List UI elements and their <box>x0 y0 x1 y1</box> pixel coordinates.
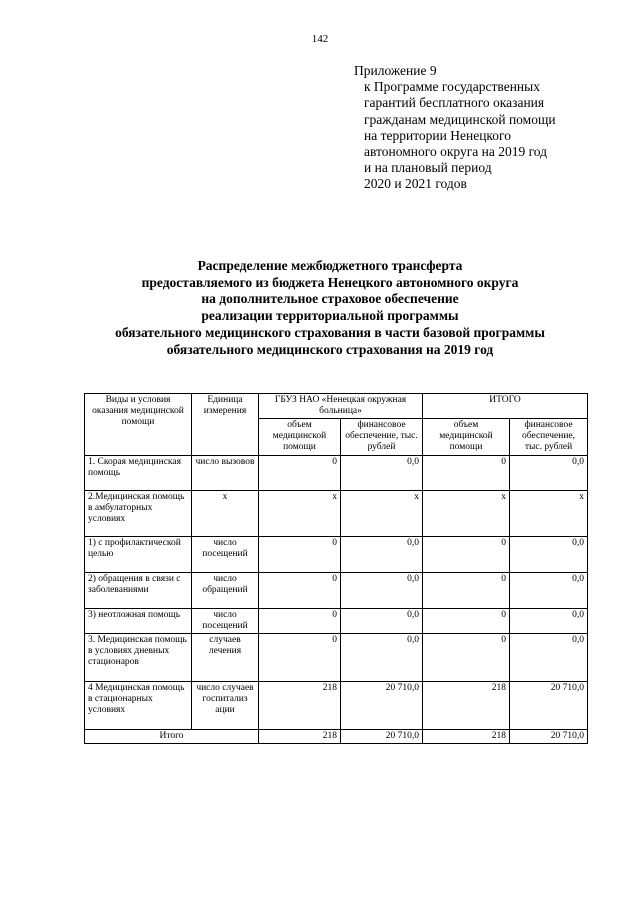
total-org-finance: 20 710,0 <box>341 730 423 744</box>
cell-total-volume: 0 <box>423 456 510 491</box>
total-row <box>85 730 588 744</box>
cell-org-finance: 0,0 <box>341 634 423 682</box>
table-row <box>85 537 588 573</box>
appendix-line: к Программе государственных <box>364 79 540 95</box>
cell-total-finance: х <box>510 491 588 537</box>
cell-org-volume: 0 <box>259 634 341 682</box>
cell-total-volume: 0 <box>423 634 510 682</box>
heading-line: обязательного медицинского страхования на 2019 год <box>166 341 494 357</box>
table-row <box>85 573 588 609</box>
appendix-line: гражданам медицинской помощи <box>364 111 556 127</box>
cell-org-volume: 0 <box>259 573 341 609</box>
cell-kind: 2.Медицинская помощь в амбулаторных условиях <box>85 491 192 537</box>
appendix-line: на территории Ненецкого <box>364 127 512 143</box>
document-heading <box>60 258 600 358</box>
cell-org-finance: 0,0 <box>341 573 423 609</box>
cell-total-finance: 20 710,0 <box>510 682 588 730</box>
heading-line: Распределение межбюджетного трансферта <box>197 258 463 273</box>
appendix-line: гарантий бесплатного оказания <box>364 95 545 111</box>
header-row <box>85 394 588 419</box>
total-total-volume: 218 <box>423 730 510 744</box>
cell-total-volume: х <box>423 491 510 537</box>
cell-total-finance: 0,0 <box>510 456 588 491</box>
cell-total-volume: 0 <box>423 573 510 609</box>
table-row <box>85 682 588 730</box>
cell-unit: число посещений <box>192 537 259 573</box>
cell-org-volume: 0 <box>259 456 341 491</box>
appendix-line: и на плановый период <box>364 160 492 176</box>
cell-unit: число случаев госпитализ ации <box>192 682 259 730</box>
table-row <box>85 456 588 491</box>
cell-org-finance: х <box>341 491 423 537</box>
appendix-line: 2020 и 2021 годов <box>364 176 467 192</box>
heading-line: обязательного медицинского страхования в части базовой программы <box>115 324 545 340</box>
cell-total-finance: 0,0 <box>510 573 588 609</box>
header-total-volume: объем медицинской помощи <box>423 419 510 456</box>
cell-org-finance: 0,0 <box>341 609 423 634</box>
cell-kind: 3. Медицинская помощь в условиях дневных стационаров <box>85 634 192 682</box>
appendix-block <box>354 63 618 193</box>
cell-org-volume: 218 <box>259 682 341 730</box>
cell-total-finance: 0,0 <box>510 634 588 682</box>
cell-total-volume: 0 <box>423 609 510 634</box>
heading-line: реализации территориальной программы <box>201 308 459 324</box>
heading-line: предоставляемого из бюджета Ненецкого автономного округа <box>141 274 519 290</box>
header-org-volume: объем медицинской помощи <box>259 419 341 456</box>
cell-unit: число обращений <box>192 573 259 609</box>
cell-unit: число посещений <box>192 609 259 634</box>
cell-unit: число вызовов <box>192 456 259 491</box>
header-org-finance: финансовое обеспечение, тыс. рублей <box>341 419 423 456</box>
table-row <box>85 491 588 537</box>
cell-org-finance: 0,0 <box>341 537 423 573</box>
total-label: Итого <box>85 730 259 744</box>
header-total: ИТОГО <box>423 394 588 419</box>
cell-kind: 2) обращения в связи с заболеваниями <box>85 573 192 609</box>
header-kind: Виды и условия оказания медицинской помощи <box>85 394 192 456</box>
cell-total-volume: 0 <box>423 537 510 573</box>
appendix-line: автономного округа на 2019 год <box>364 144 547 160</box>
cell-org-finance: 0,0 <box>341 456 423 491</box>
cell-org-volume: 0 <box>259 537 341 573</box>
cell-kind: 1) с профилактической целью <box>85 537 192 573</box>
cell-org-volume: 0 <box>259 609 341 634</box>
cell-kind: 3) неотложная помощь <box>85 609 192 634</box>
header-unit: Единица измерения <box>192 394 259 456</box>
cell-total-finance: 0,0 <box>510 537 588 573</box>
cell-unit: х <box>192 491 259 537</box>
page-number: 142 <box>311 33 329 45</box>
header-org: ГБУЗ НАО «Ненецкая окружная больница» <box>259 394 423 419</box>
cell-kind: 4 Медицинская помощь в стационарных условиях <box>85 682 192 730</box>
table-row <box>85 634 588 682</box>
cell-org-volume: х <box>259 491 341 537</box>
distribution-table <box>84 393 588 744</box>
cell-unit: случаев лечения <box>192 634 259 682</box>
appendix-title: Приложение 9 <box>354 63 437 78</box>
cell-total-volume: 218 <box>423 682 510 730</box>
table-row <box>85 609 588 634</box>
cell-total-finance: 0,0 <box>510 609 588 634</box>
header-total-finance: финансовое обеспечение, тыс. рублей <box>510 419 588 456</box>
total-org-volume: 218 <box>259 730 341 744</box>
total-total-finance: 20 710,0 <box>510 730 588 744</box>
cell-kind: 1. Скорая медицинская помощь <box>85 456 192 491</box>
heading-line: на дополнительное страховое обеспечение <box>201 291 459 307</box>
cell-org-finance: 20 710,0 <box>341 682 423 730</box>
